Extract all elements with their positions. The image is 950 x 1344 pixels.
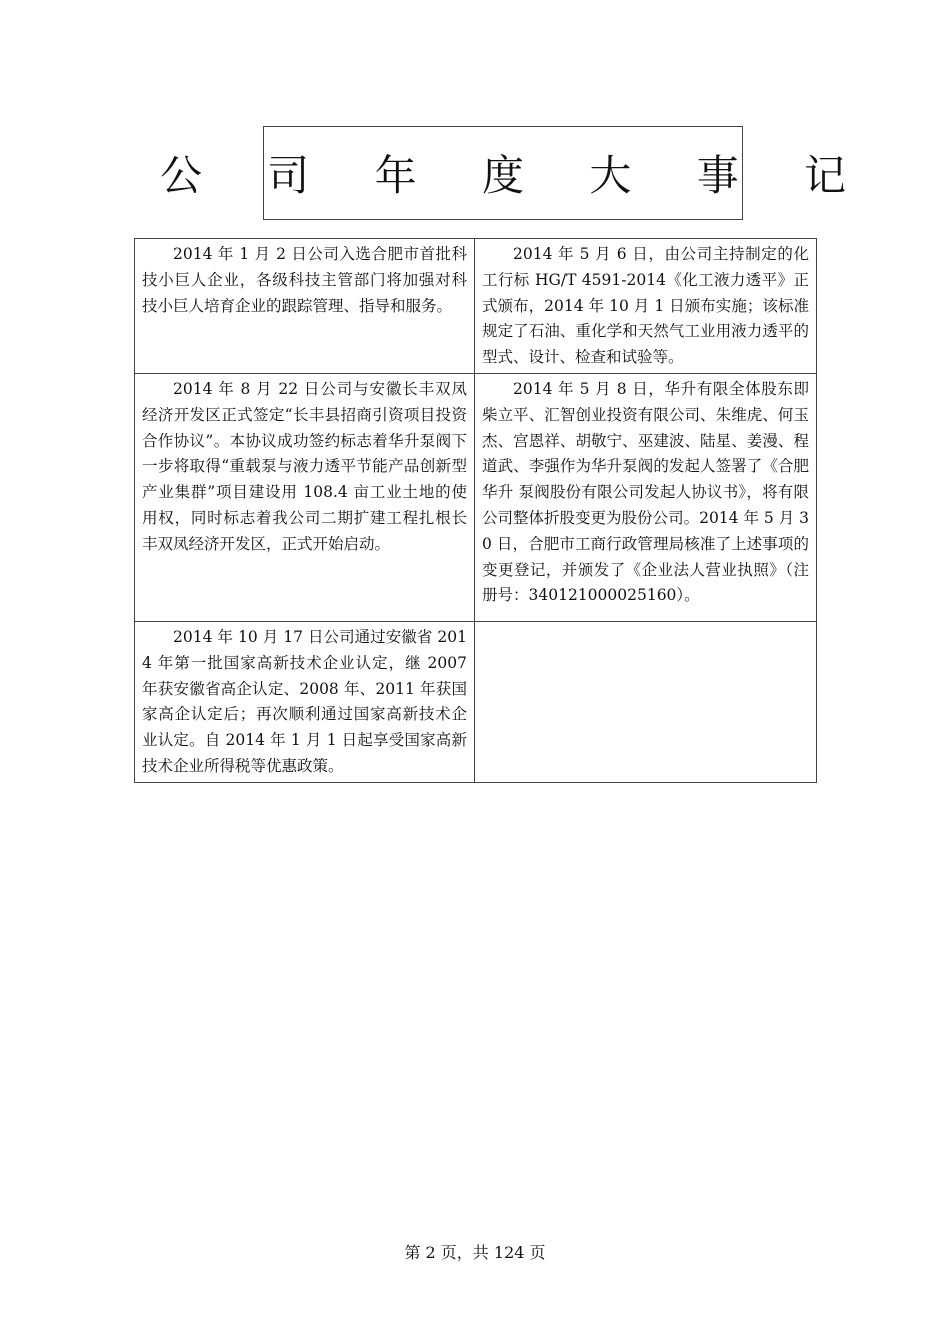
event-cell: 2014 年 5 月 6 日，由公司主持制定的化工行标 HG/T 4591-2014《化工液力透平》正式颁布，2014 年 10 月 1 日颁布实施；该标准规定了石油、重化学和天然气工业用液力透平的型式、设计、检查和试验等。 (475, 239, 817, 374)
page-footer: 第 2 页，共 124 页 (404, 1243, 546, 1262)
event-cell: 2014 年 1 月 2 日公司入选合肥市首批科技小巨人企业，各级科技主管部门将加强对科技小巨人培育企业的跟踪管理、指导和服务。 (135, 239, 475, 374)
empty-cell (475, 621, 817, 782)
table-row (135, 621, 817, 782)
title-box (159, 126, 873, 220)
event-cell: 2014 年 8 月 22 日公司与安徽长丰双凤经济开发区正式签定“长丰县招商引资项目投资合作协议”。本协议成功签约标志着华升泵阀下一步将取得“重载泵与液力透平节能产品创新型产业集群”项目建设用 108.4 亩工业土地的使用权，同时标志着我公司二期扩建工程扎根长丰双凤经济开发区，正式开始启动。 (135, 373, 475, 621)
table-row (135, 239, 817, 374)
page-title: 公 司 年 度 大 事 记 (159, 151, 873, 200)
events-table (134, 238, 817, 783)
event-cell: 2014 年 10 月 17 日公司通过安徽省 2014 年第一批国家高新技术企业认定，继 2007 年获安徽省高企认定、2008 年、2011 年获国家高企认定后；再次顺利通过国家高新技术企业认定。自 2014 年 1 月 1 日起享受国家高新技术企业所得税等优惠政策。 (135, 621, 475, 782)
event-cell: 2014 年 5 月 8 日，华升有限全体股东即柴立平、汇智创业投资有限公司、朱维虎、何玉杰、宫恩祥、胡敬宁、巫建波、陆星、姜漫、程道武、李强作为华升泵阀的发起人签署了《合肥华升 泵阀股份有限公司发起人协议书》，将有限公司整体折股变更为股份公司。2014 年 5 月 30 日，合肥市工商行政管理局核准了上述事项的变更登记，并颁发了《企业法人营业执照》（注册号：340121000025160）。 (475, 373, 817, 621)
table-row (135, 373, 817, 621)
